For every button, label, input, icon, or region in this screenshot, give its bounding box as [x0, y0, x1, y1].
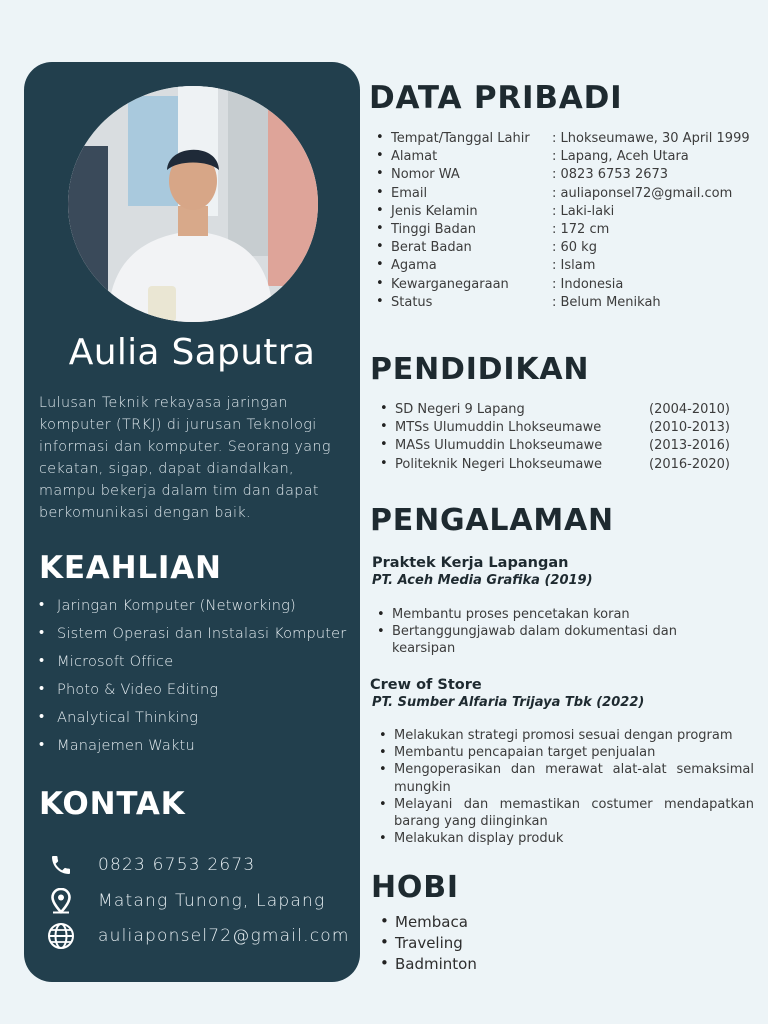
hobby-list: [380, 913, 477, 976]
education-list: [380, 402, 730, 475]
job-task: • Bertanggungjawab dalam dokumentasi dan kearsipan: [377, 623, 677, 657]
education-item: • MTSs Ulumuddin Lhokseumawe (2010-2013): [380, 420, 730, 438]
hobby-item: • Traveling: [380, 934, 477, 955]
education-item: • SD Negeri 9 Lapang (2004-2010): [380, 402, 730, 420]
phone-value: 0823 6753 2673: [98, 855, 256, 875]
personal-row: • Email : auliaponsel72@gmail.com: [376, 186, 750, 204]
skill-item: • Sistem Operasi dan Instalasi Komputer: [39, 626, 346, 654]
personal-data-list: [376, 131, 750, 313]
location-pin-icon: [44, 886, 78, 916]
skill-item: • Microsoft Office: [39, 654, 346, 682]
job-company: PT. Sumber Alfaria Trijaya Tbk (2022): [372, 695, 645, 710]
sidebar-panel: [24, 62, 360, 982]
profile-photo: [68, 86, 318, 322]
job-title: Praktek Kerja Lapangan: [372, 555, 569, 571]
job-task: • Melayani dan memastikan costumer mendapatkan barang yang diinginkan: [379, 796, 754, 830]
personal-row: • Kewarganegaraan : Indonesia: [376, 277, 750, 295]
globe-icon: [44, 921, 78, 951]
skill-item: • Analytical Thinking: [39, 710, 346, 738]
education-heading: PENDIDIKAN: [370, 352, 590, 387]
hobby-heading: HOBI: [371, 870, 459, 905]
education-item: • Politeknik Negeri Lhokseumawe (2016-2020): [380, 457, 730, 475]
phone-icon: [44, 850, 78, 880]
address-value: Matang Tunong, Lapang: [98, 891, 326, 911]
skill-item: • Jaringan Komputer (Networking): [39, 598, 346, 626]
job-task: • Mengoperasikan dan merawat alat-alat semaksimal mungkin: [379, 761, 754, 795]
personal-data-heading: DATA PRIBADI: [369, 80, 623, 116]
job-task-list: [377, 606, 677, 658]
hobby-item: • Badminton: [380, 955, 477, 976]
personal-row: • Tinggi Badan : 172 cm: [376, 222, 750, 240]
job-task: • Membantu proses pencetakan koran: [377, 606, 677, 623]
job-task: • Membantu pencapaian target penjualan: [379, 744, 754, 761]
skill-item: • Manajemen Waktu: [39, 738, 346, 766]
email-value: auliaponsel72@gmail.com: [98, 926, 350, 946]
personal-row: • Agama : Islam: [376, 258, 750, 276]
job-company: PT. Aceh Media Grafika (2019): [372, 573, 593, 588]
profile-summary: Lulusan Teknik rekayasa jaringan komputer (TRKJ) di jurusan Teknologi informasi dan komputer. Seorang yang cekatan, sigap, dapat diandalkan, mampu bekerja dalam tim dan dapat berkomunikasi dengan baik.: [39, 395, 331, 521]
job-title: Crew of Store: [370, 677, 482, 693]
experience-heading: PENGALAMAN: [370, 503, 614, 538]
contact-address: [44, 886, 326, 916]
hobby-item: • Membaca: [380, 913, 477, 934]
job-task: • Melakukan strategi promosi sesuai dengan program: [379, 727, 754, 744]
personal-row: • Nomor WA : 0823 6753 2673: [376, 167, 750, 185]
personal-row: • Alamat : Lapang, Aceh Utara: [376, 149, 750, 167]
contact-email: [44, 921, 350, 951]
person-name: Aulia Saputra: [68, 332, 316, 373]
skills-heading: KEAHLIAN: [39, 550, 222, 586]
personal-row: • Jenis Kelamin : Laki-laki: [376, 204, 750, 222]
contact-heading: KONTAK: [39, 786, 186, 822]
skill-item: • Photo & Video Editing: [39, 682, 346, 710]
job-task: • Melakukan display produk: [379, 830, 754, 847]
skills-list: [39, 598, 346, 766]
personal-row: • Status : Belum Menikah: [376, 295, 750, 313]
personal-row: • Tempat/Tanggal Lahir : Lhokseumawe, 30 April 1999: [376, 131, 750, 149]
personal-row: • Berat Badan : 60 kg: [376, 240, 750, 258]
contact-phone: [44, 850, 256, 880]
education-item: • MASs Ulumuddin Lhokseumawe (2013-2016): [380, 438, 730, 456]
job-task-list: [379, 727, 754, 847]
